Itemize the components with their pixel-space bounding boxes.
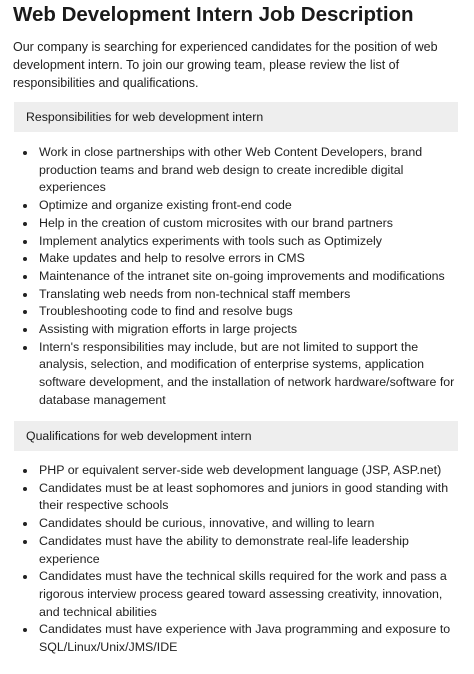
responsibilities-list (14, 144, 464, 410)
list-item (14, 462, 464, 480)
intro-paragraph: Our company is searching for experienced candidates for the position of web development intern. To join our growing team, please review the list of responsibilities and qualifications. (13, 40, 438, 90)
list-item-text: Make updates and help to resolve errors in CMS (39, 251, 305, 266)
list-item-text: Candidates must be at least sophomores and juniors in good standing with their respective schools (39, 480, 449, 513)
list-item-text: Work in close partnerships with other Web Content Developers, brand production teams and brand web design to create incredible digital experiences (39, 145, 423, 195)
bullet-icon (23, 222, 27, 226)
bullet-icon (23, 240, 27, 244)
list-item-text: Help in the creation of custom microsites with our brand partners (39, 215, 393, 230)
list-item (14, 144, 464, 197)
list-item-text: Candidates must have the ability to demonstrate real-life leadership experience (39, 533, 409, 566)
bullet-icon (23, 293, 27, 297)
list-item-text: Optimize and organize existing front-end code (39, 198, 292, 213)
list-item-text: Candidates must have the technical skills required for the work and pass a rigorous interview process geared toward assessing creativity, innovation, and technical abilities (39, 569, 447, 619)
bullet-icon (23, 522, 27, 526)
bullet-icon (23, 310, 27, 314)
bullet-icon (23, 275, 27, 279)
list-item (14, 268, 464, 286)
qualifications-header: Qualifications for web development intern (14, 421, 458, 451)
list-item-text: Candidates must have experience with Java programming and exposure to SQL/Linux/Unix/JMS/IDE (39, 622, 451, 655)
list-item-text: Assisting with migration efforts in large projects (39, 322, 298, 337)
list-item-text: Candidates should be curious, innovative, and willing to learn (39, 516, 375, 531)
qualifications-list (14, 462, 464, 657)
bullet-icon (23, 151, 27, 155)
list-item-text: Troubleshooting code to find and resolve bugs (39, 304, 293, 319)
bullet-icon (23, 575, 27, 579)
list-item (14, 321, 464, 339)
list-item (14, 215, 464, 233)
list-item (14, 480, 464, 515)
list-item (14, 339, 464, 410)
list-item (14, 621, 464, 656)
bullet-icon (23, 257, 27, 261)
list-item-text: Translating web needs from non-technical staff members (39, 286, 351, 301)
bullet-icon (23, 346, 27, 350)
bullet-icon (23, 204, 27, 208)
list-item-text: Intern's responsibilities may include, but are not limited to support the analysis, selection, and modification of enterprise systems, application software development, and the installation of network hardware/software for database management (39, 339, 455, 407)
responsibilities-header: Responsibilities for web development intern (14, 102, 458, 132)
list-item (14, 533, 464, 568)
list-item (14, 250, 464, 268)
list-item (14, 568, 464, 621)
list-item-text: Implement analytics experiments with tools such as Optimizely (39, 233, 382, 248)
list-item-text: Maintenance of the intranet site on-going improvements and modifications (39, 268, 445, 283)
bullet-icon (23, 540, 27, 544)
list-item (14, 197, 464, 215)
list-item (14, 233, 464, 251)
bullet-icon (23, 487, 27, 491)
list-item (14, 303, 464, 321)
list-item (14, 515, 464, 533)
bullet-icon (23, 469, 27, 473)
page-title: Web Development Intern Job Description (13, 3, 414, 26)
list-item-text: PHP or equivalent server-side web development language (JSP, ASP.net) (39, 463, 442, 477)
list-item (14, 286, 464, 304)
bullet-icon (23, 628, 27, 632)
bullet-icon (23, 328, 27, 332)
